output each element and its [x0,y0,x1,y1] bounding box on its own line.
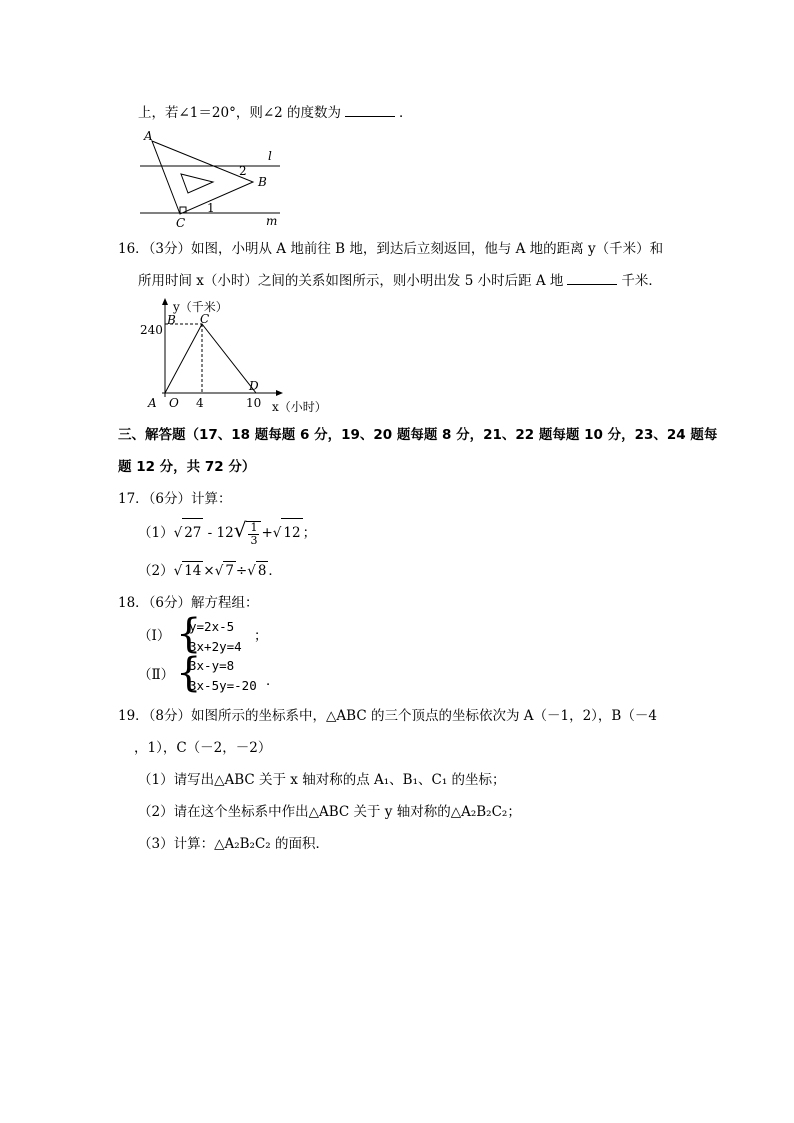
q19-line2: ，1），C（－2，－2） [134,740,272,756]
path-OCD [165,324,256,393]
q17-p2-radicand-b: 7 [225,563,234,579]
q17-p1-label: （1） [138,525,174,541]
sqrt-icon: √ [233,518,247,542]
q17-p1-radicand-a: 27 [182,518,203,547]
sqrt-icon: √ [173,525,183,541]
label-angle-2: 2 [239,164,247,178]
q15-end: ． [399,105,413,121]
q17-part2 [138,561,282,580]
label-B: B [258,175,267,189]
q15-text [138,104,413,122]
sqrt-icon: √ [272,525,282,541]
q17-p1-fraction [246,521,261,547]
q18-s2-end: ． [266,673,280,689]
q19-part1: （1）请写出△ABC 关于 x 轴对称的点 A₁、B₁、C₁ 的坐标； [138,772,506,788]
q17-p1-end: ； [302,525,317,541]
tick-240: 240 [140,323,163,337]
q17-p1-radicand-b: 12 [281,518,302,547]
q15-figure [135,128,295,232]
sqrt-icon: √ [214,563,224,579]
tick-10: 10 [246,396,262,410]
label-A: A [144,129,153,143]
q18-s1-end: ； [254,628,268,644]
label-B: B [167,313,176,327]
q17-p1-denominator: 3 [250,533,258,547]
q18-s1-label: （Ⅰ） [138,628,171,644]
left-brace-icon: { [176,650,202,696]
q15-tail: 上，若∠1＝20°，则∠2 的度数为 [138,105,342,121]
label-m: m [266,214,278,228]
q15-answer-blank[interactable] [345,104,395,117]
left-brace-icon: { [176,611,202,657]
label-O: O [169,396,179,410]
triangle-outer [152,141,253,214]
q16-line2b: 千米． [621,273,662,289]
sqrt-icon: √ [173,563,183,579]
q17-p2-divide: ÷ [235,563,248,579]
x-axis-label: x（小时） [272,400,327,414]
q17-p2-end: ． [268,563,282,579]
x-axis-arrow [276,390,283,396]
q18-s2-eq1: 3x-y=8 [189,658,235,673]
q17-p2-times: × [203,563,215,579]
q16-figure [140,296,340,418]
q18-s2-label: （Ⅱ） [138,667,175,683]
label-C: C [200,312,210,326]
q18-title: 18．（6分）解方程组： [118,595,259,611]
q17-part1 [138,516,316,547]
q16-answer-blank[interactable] [567,272,617,285]
q17-p2-radicand-a: 14 [184,563,202,579]
label-l: l [268,149,272,163]
label-A: A [148,396,157,410]
section3-heading-line1: 三、解答题（17、18 题每题 6 分，19、20 题每题 8 分，21、22 题每题 10 分，23、24 题每 [118,427,718,443]
section3-heading-line2: 题 12 分，共 72 分） [118,459,256,475]
q18-s2-eq2: 3x-5y=-20 [189,678,257,693]
triangle-inner [181,174,213,193]
q18-s1-eq2: 3x+2y=4 [189,639,242,654]
sqrt-icon: √ [247,563,256,579]
q16-line1: 16．（3分）如图，小明从 A 地前往 B 地，到达后立刻返回，他与 A 地的距离 y（千米）和 [118,241,664,257]
label-C: C [176,216,186,230]
q18-s1-eq1: y=2x-5 [189,619,235,634]
q17-p2-radicand-c: 8 [257,563,267,579]
q17-title: 17．（6分）计算： [118,491,232,507]
q17-p1-mid: - 12 [203,525,234,541]
label-D: D [249,379,259,393]
label-angle-1: 1 [207,201,215,215]
y-axis-label: y（千米） [173,300,228,314]
q19-part3: （3）计算：△A₂B₂C₂ 的面积． [138,836,329,852]
q17-p1-numerator: 1 [250,520,258,534]
y-axis-arrow [162,298,168,305]
q16-line2a: 所用时间 x（小时）之间的关系如图所示，则小明出发 5 小时后距 A 地 [138,273,564,289]
q19-part2: （2）请在这个坐标系中作出△ABC 关于 y 轴对称的△A₂B₂C₂； [138,804,521,820]
tick-4: 4 [196,396,204,410]
q16-line2 [138,272,662,290]
q17-p2-label: （2） [138,563,174,579]
q19-line1: 19．（8分）如图所示的坐标系中，△ABC 的三个顶点的坐标依次为 A（－1，2），B（－4 [118,708,657,724]
q17-p1-plus: + [261,525,273,541]
